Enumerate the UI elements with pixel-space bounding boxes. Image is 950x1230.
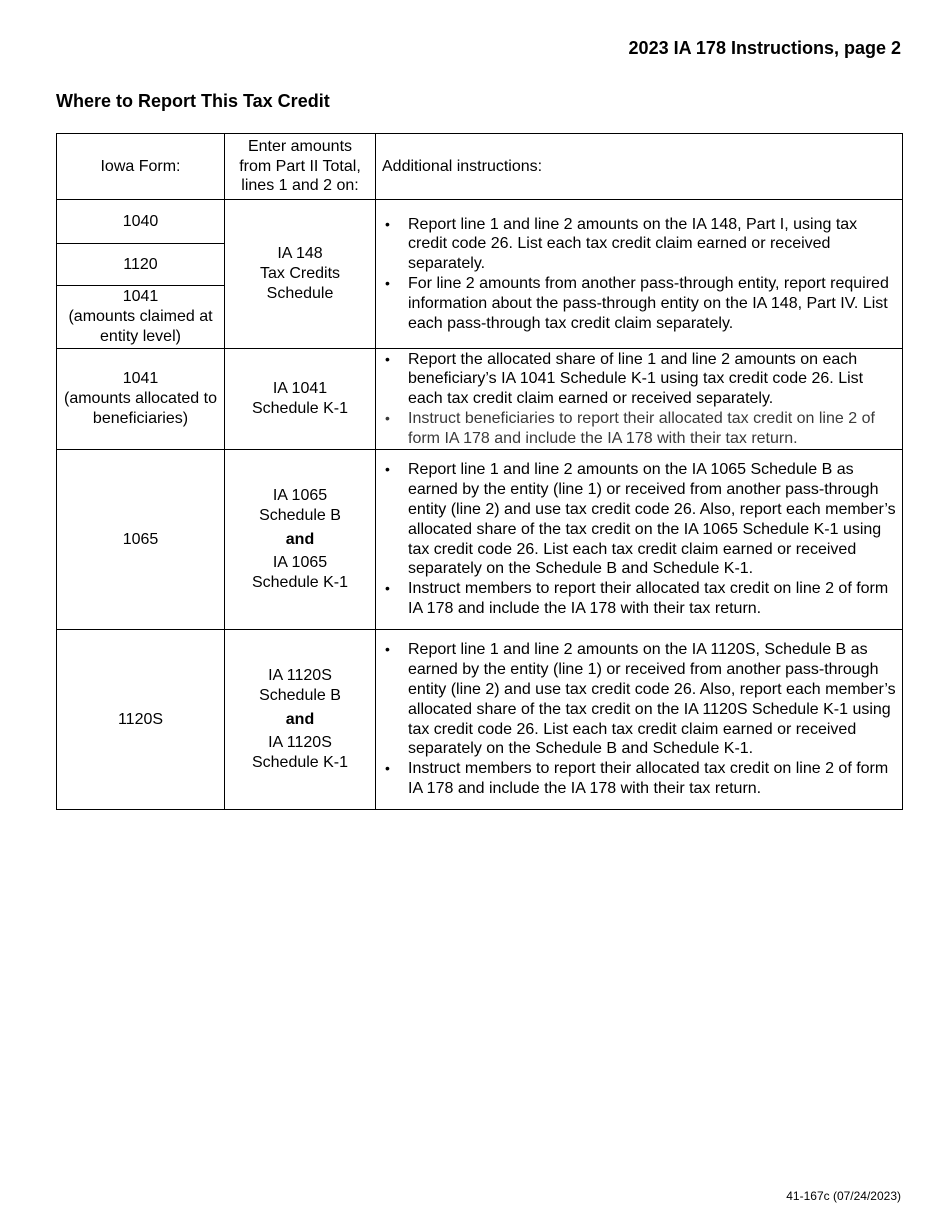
form-cell-1040: 1040 (57, 200, 225, 244)
form-cell-1065: 1065 (57, 450, 225, 630)
instructions-list-ia148 (382, 215, 896, 334)
instructions-list-ia1065 (382, 460, 896, 618)
list-item-text: Instruct beneficiaries to report their allocated tax credit on line 2 of form IA 178 and include the IA 178 with their tax return. (408, 409, 875, 447)
enter-ia1065-schedule-b: IA 1065 Schedule B (259, 487, 341, 524)
instructions-list-ia1041 (382, 350, 896, 449)
list-item-text: For line 2 amounts from another pass-through entity, report required information about the pass-through entity on the IA 148, Part IV. List each pass-through tax credit claim separately. (408, 275, 889, 332)
and-label: and (285, 530, 315, 548)
table-header-row (57, 134, 903, 200)
instructions-cell-ia1120s (376, 630, 903, 810)
header-additional-instructions: Additional instructions: (376, 134, 903, 200)
bullet-icon: • (385, 760, 390, 777)
instructions-list-ia1120s (382, 640, 896, 798)
list-item (382, 759, 896, 799)
list-item (382, 274, 896, 333)
header-enter-amounts: Enter amounts from Part II Total, lines 1 and 2 on: (225, 134, 376, 200)
list-item-text: Report line 1 and line 2 amounts on the IA 148, Part I, using tax credit code 26. List each tax credit claim earned or received separately. (408, 215, 858, 273)
enter-ia1120s-schedule-k1: IA 1120S Schedule K-1 (251, 734, 349, 772)
enter-cell-ia1041: IA 1041 Schedule K-1 (225, 349, 376, 450)
list-item (382, 460, 896, 579)
bullet-icon: • (385, 350, 390, 367)
form-cell-1041-entity: 1041 (amounts claimed at entity level) (57, 286, 225, 349)
enter-ia1065-schedule-k1: IA 1065 Schedule K-1 (251, 554, 349, 592)
header-iowa-form: Iowa Form: (57, 134, 225, 200)
list-item (382, 640, 896, 759)
list-item-text: Report line 1 and line 2 amounts on the IA 1065 Schedule B as earned by the entity (line 1) or received from another pass-through entity (line 2) and use tax credit code 26. Also, report each member’s allocated share of the tax credit on the IA 1065 Schedule K-1 using tax credit code 26. List each tax credit claim earned or received separately on the Schedule B and Schedule K-1. (408, 461, 896, 578)
table-row-1040 (57, 200, 903, 244)
list-item (382, 350, 896, 409)
form-cell-1120s: 1120S (57, 630, 225, 810)
bullet-icon: • (385, 641, 390, 658)
table-row-1120s (57, 630, 903, 810)
table-row-1041-beneficiaries (57, 349, 903, 450)
list-item (382, 409, 896, 449)
list-item (382, 215, 896, 274)
enter-ia1120s-schedule-b: IA 1120S Schedule B (259, 667, 341, 704)
list-item-text: Report line 1 and line 2 amounts on the IA 1120S, Schedule B as earned by the entity (line 1) or received from another pass-through entity (line 2) and use tax credit code 26. Also, report each member’s allocated share of the tax credit on the IA 1120S Schedule K-1 using tax credit code 26. List each tax credit claim earned or received separately on the Schedule B and Schedule K-1. (408, 641, 896, 758)
page-header: 2023 IA 178 Instructions, page 2 (628, 38, 901, 58)
bullet-icon: • (385, 461, 390, 478)
bullet-icon: • (385, 215, 390, 232)
bullet-icon: • (385, 275, 390, 291)
instructions-cell-ia1041 (376, 349, 903, 450)
where-to-report-table (56, 133, 903, 810)
list-item-text: Instruct members to report their allocated tax credit on line 2 of form IA 178 and include the IA 178 with their tax return. (408, 580, 889, 617)
list-item-text: Report the allocated share of line 1 and line 2 amounts on each beneficiary’s IA 1041 Schedule K-1 using tax credit code 26. List each tax credit claim earned or received separately. (408, 350, 864, 408)
bullet-icon: • (385, 580, 390, 597)
bullet-icon: • (385, 409, 390, 426)
form-revision-code: 41-167c (07/24/2023) (786, 1189, 901, 1203)
section-title: Where to Report This Tax Credit (56, 91, 330, 111)
instructions-cell-ia1065 (376, 450, 903, 630)
and-label: and (285, 710, 315, 728)
enter-cell-ia1120s (225, 630, 376, 810)
list-item-text: Instruct members to report their allocated tax credit on line 2 of form IA 178 and include the IA 178 with their tax return. (408, 760, 889, 797)
enter-cell-ia1065 (225, 450, 376, 630)
enter-cell-ia148: IA 148 Tax Credits Schedule (225, 200, 376, 349)
form-cell-1041-beneficiaries: 1041 (amounts allocated to beneficiaries) (57, 349, 225, 450)
table-row-1065 (57, 450, 903, 630)
instructions-cell-ia148 (376, 200, 903, 349)
list-item (382, 579, 896, 619)
form-cell-1120: 1120 (57, 244, 225, 286)
